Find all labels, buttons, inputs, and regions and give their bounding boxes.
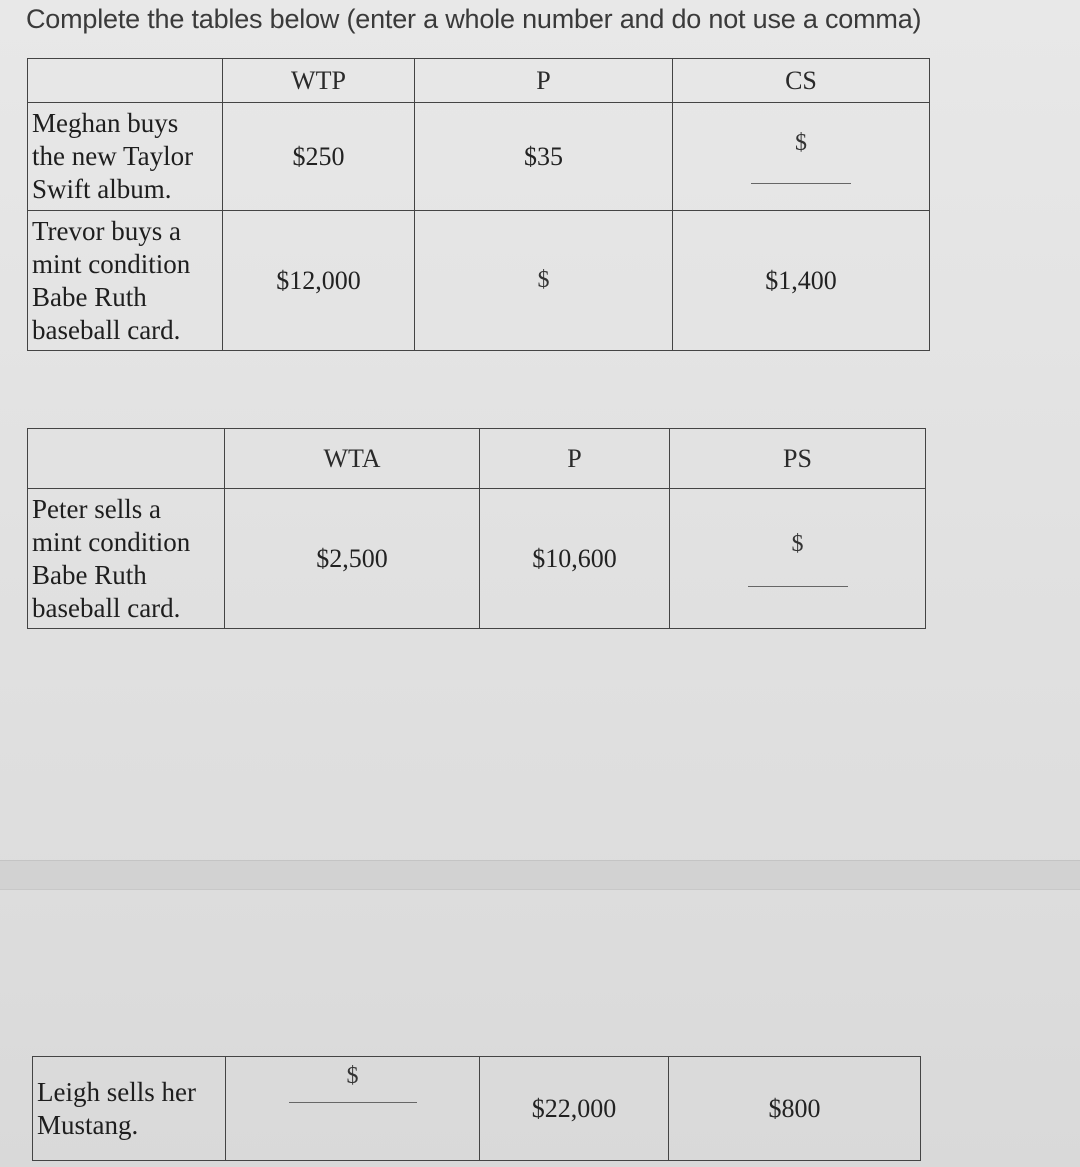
- ps-value: $800: [669, 1057, 921, 1161]
- table-row: [28, 103, 930, 211]
- row-description: Meghan buys the new Taylor Swift album.: [28, 103, 223, 211]
- dollar-sign: $: [346, 1063, 359, 1089]
- header-ps: PS: [670, 429, 926, 489]
- table-row: [28, 489, 926, 629]
- wtp-value: $250: [223, 103, 415, 211]
- wta-answer-cell: [226, 1057, 480, 1161]
- price-answer-cell: [415, 211, 673, 351]
- dollar-sign: $: [537, 267, 550, 293]
- cs-value: $1,400: [673, 211, 930, 351]
- ps-answer-cell: [670, 489, 926, 629]
- dollar-sign: $: [791, 530, 804, 557]
- table-row: [28, 211, 930, 351]
- row-description: Trevor buys a mint condition Babe Ruth baseball card.: [28, 211, 223, 351]
- producer-surplus-table: [27, 428, 926, 629]
- row-description: Peter sells a mint condition Babe Ruth baseball card.: [28, 489, 225, 629]
- header-empty: [28, 59, 223, 103]
- header-p: P: [415, 59, 673, 103]
- row-description: Leigh sells her Mustang.: [33, 1057, 226, 1161]
- header-cs: CS: [673, 59, 930, 103]
- header-wtp: WTP: [223, 59, 415, 103]
- cs-answer-cell: [673, 103, 930, 211]
- price-value: $22,000: [480, 1057, 669, 1161]
- table-row: [33, 1057, 921, 1161]
- cs-answer-input[interactable]: [751, 183, 851, 184]
- header-empty: [28, 429, 225, 489]
- price-value: $10,600: [480, 489, 670, 629]
- ps-answer-input[interactable]: [748, 586, 848, 587]
- header-wta: WTA: [225, 429, 480, 489]
- wta-answer-input[interactable]: [289, 1102, 417, 1103]
- consumer-surplus-table: [27, 58, 930, 351]
- wtp-value: $12,000: [223, 211, 415, 351]
- instruction-text: Complete the tables below (enter a whole number and do not use a comma): [26, 4, 922, 34]
- page-divider: [0, 860, 1080, 890]
- price-value: $35: [415, 103, 673, 211]
- wta-value: $2,500: [225, 489, 480, 629]
- header-p: P: [480, 429, 670, 489]
- leigh-table: [32, 1056, 921, 1161]
- dollar-sign: $: [795, 129, 807, 156]
